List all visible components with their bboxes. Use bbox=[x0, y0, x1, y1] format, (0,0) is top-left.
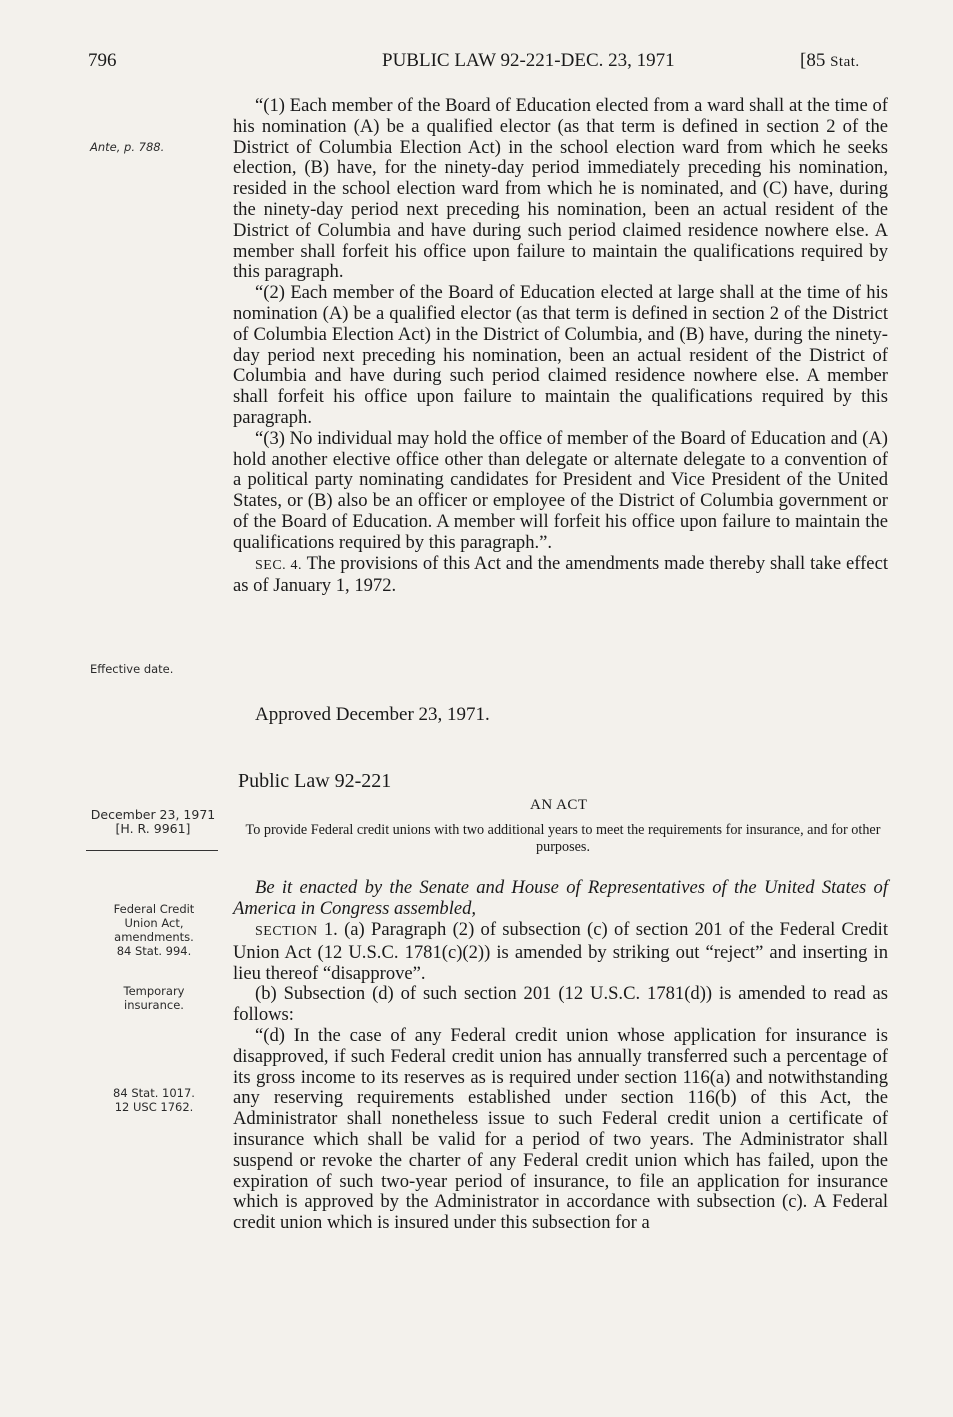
margin-note-temporary-insurance bbox=[84, 984, 224, 1012]
margin-note-effective-date: Effective date. bbox=[90, 662, 174, 676]
margin-note-fcu-act bbox=[84, 902, 224, 958]
margin-temp-line2: insurance. bbox=[124, 998, 184, 1012]
paragraph-1: “(1) Each member of the Board of Education elected from a ward shall at the time of his nomination (A) be a qualified elector (as that term is defined in section 2 of the District of Columbia Election Act) in the school election ward from which he seeks election, (B) have, for the ninety-day period immediately preceding his nomination, resided in the school election ward from which he is nominated, and (C) have, during the ninety-day period next preceding his nomination, been an actual resident of the District of Columbia and have during such period claimed residence nowhere else. A member shall forfeit his office upon failure to maintain the qualifications required by this paragraph. bbox=[233, 95, 888, 283]
paragraph-3: “(3) No individual may hold the office of member of the Board of Education and (A) hold another elective office other than delegate or alternate delegate to a convention of a political party nominating candidates for President and Vice President of the United States, or (B) also be an officer or employee of the District of Columbia government or of the Board of Education. A member will forfeit his office upon failure to maintain the qualifications required by this paragraph.”. bbox=[233, 427, 888, 553]
margin-fcu-line1: Federal Credit bbox=[113, 902, 195, 916]
act-purpose: To provide Federal credit unions with two additional years to meet the requirements for insurance, and for other purposes. bbox=[245, 822, 881, 855]
margin-note-citation bbox=[84, 1086, 224, 1114]
subsection-d: “(d) In the case of any Federal credit union whose application for insurance is disapproved, if such Federal credit union has annually transferred such a percentage of its gross income to its reserves as is required under section 116(a) and notwithstanding any reserving requirements established under section 116(b) of this Act, the Administrator shall nonetheless issue to such Federal credit union a certificate of insurance which shall be valid for a period of two years. The Administrator shall suspend or revoke the charter of any Federal credit union which has failed, upon the expiration of such two-year period of insurance, to file an application for insurance which is approved by the Administrator in accordance with subsection (c). A Federal credit union which is insured under this subsection for a bbox=[233, 1024, 888, 1234]
an-act-heading: AN ACT bbox=[530, 797, 588, 813]
margin-fcu-line3: amendments. bbox=[114, 930, 194, 944]
margin-cite-line2: 12 USC 1762. bbox=[114, 1100, 194, 1114]
public-law-title: Public Law 92-221 bbox=[238, 770, 392, 792]
section-4-label: SEC. 4. bbox=[255, 557, 302, 573]
statute-reference bbox=[800, 50, 860, 72]
section-1a-text: 1. (a) Paragraph (2) of subsection (c) of section 201 of the Federal Credit Union Act (12 U.S.C. 1781(c)(2)) is amended by striking out “reject” and inserting in lieu thereof “disapprove”. bbox=[233, 919, 888, 984]
statute-prefix: [85 bbox=[800, 50, 831, 71]
paragraph-2: “(2) Each member of the Board of Education elected at large shall at the time of his nomination (A) be a qualified elector (as that term is defined in section 2 of the District of Columbia Election Act) in the District of Columbia, and (B) have, during the ninety-day period next preceding his nomination, been an actual resident of the District of Columbia and have during such period claimed residence nowhere else. A member shall forfeit his office upon failure to maintain the qualifications required by this paragraph. bbox=[233, 282, 888, 428]
section-1b: (b) Subsection (d) of such section 201 (12 U.S.C. 1781(d)) is amended to read as follows: bbox=[233, 983, 888, 1026]
margin-cite-line1: 84 Stat. 1017. bbox=[113, 1086, 195, 1100]
approval-date: Approved December 23, 1971. bbox=[255, 704, 490, 725]
margin-note-date bbox=[86, 808, 220, 836]
margin-temp-line1: Temporary bbox=[123, 984, 185, 998]
running-title: PUBLIC LAW 92-221-DEC. 23, 1971 bbox=[382, 50, 675, 71]
margin-fcu-line2: Union Act, bbox=[124, 916, 184, 930]
section-1-label: SECTION bbox=[255, 924, 318, 939]
statute-word: Stat. bbox=[830, 54, 860, 70]
section-4 bbox=[233, 554, 888, 598]
margin-date: December 23, 1971 bbox=[90, 807, 216, 822]
main-text-bottom bbox=[233, 920, 888, 1234]
margin-bill-number: [H. R. 9961] bbox=[115, 821, 191, 836]
page-number: 796 bbox=[88, 50, 117, 71]
margin-fcu-line4: 84 Stat. 994. bbox=[116, 944, 192, 958]
margin-note-ante: Ante, p. 788. bbox=[90, 140, 165, 154]
margin-divider bbox=[86, 850, 218, 851]
enacting-clause: Be it enacted by the Senate and House of Representatives of the United States of America in Congress assembled, bbox=[233, 877, 888, 919]
main-text-top bbox=[233, 96, 888, 597]
section-4-text: The provisions of this Act and the amendments made thereby shall take effect as of January 1, 1972. bbox=[233, 552, 888, 597]
section-1a bbox=[233, 920, 888, 984]
